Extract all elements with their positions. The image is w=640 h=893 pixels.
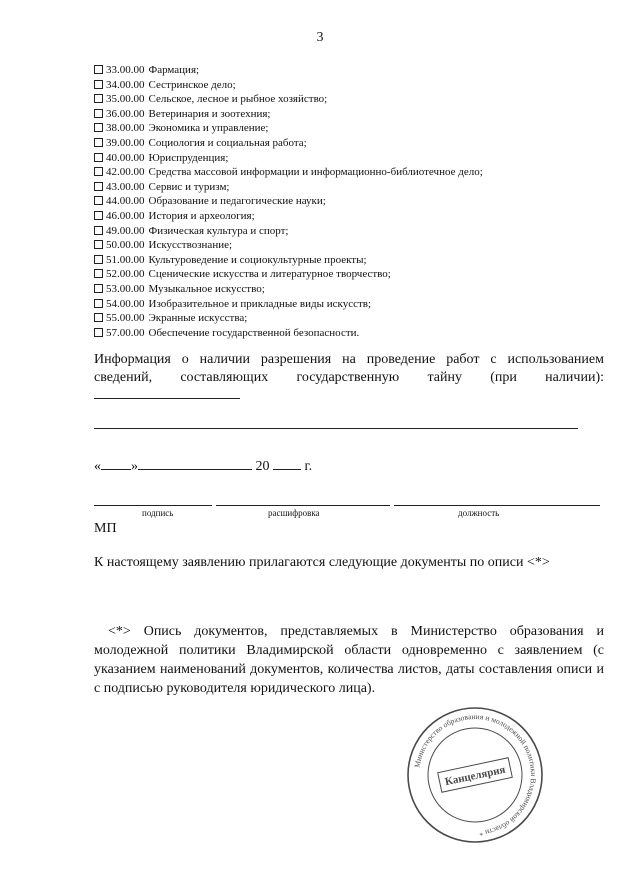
office-stamp — [405, 705, 545, 845]
checkbox-icon — [94, 240, 103, 249]
checkbox-icon — [94, 138, 103, 147]
specialty-name: Экранные искусства; — [148, 312, 248, 325]
specialty-code: 35.00.00 — [106, 93, 145, 106]
info-blank-line — [94, 386, 240, 399]
specialty-code: 33.00.00 — [106, 64, 145, 76]
info-continuation-line — [94, 428, 578, 429]
specialty-item — [94, 194, 483, 209]
checkbox-icon — [94, 94, 103, 103]
info-text: Информация о наличии разрешения на проведение работ с использованием сведений, составляющих государственную тайну (при наличии): — [94, 352, 604, 385]
checkbox-icon — [94, 299, 103, 308]
checkbox-icon — [94, 123, 103, 132]
year-blank — [273, 457, 301, 470]
position-line — [394, 505, 600, 506]
position-caption: должность — [458, 508, 500, 518]
info-paragraph — [94, 351, 604, 405]
specialty-name: Средства массовой информации и информационно-библиотечное дело; — [148, 166, 483, 179]
specialty-code: 42.00.00 — [106, 166, 145, 179]
specialty-item — [94, 121, 483, 136]
specialty-item — [94, 165, 483, 180]
specialty-item — [94, 63, 483, 78]
specialty-code: 50.00.00 — [106, 239, 145, 252]
specialty-name: Фармация; — [148, 64, 200, 76]
specialty-item — [94, 92, 483, 107]
checkbox-icon — [94, 109, 103, 118]
specialty-item — [94, 209, 483, 224]
specialty-name: Культуроведение и социокультурные проекты; — [148, 253, 367, 266]
checkbox-icon — [94, 65, 103, 74]
mp-label: МП — [94, 521, 117, 536]
specialty-item — [94, 238, 483, 253]
specialty-code: 53.00.00 — [106, 282, 145, 295]
specialty-name: Искусствознание; — [148, 239, 233, 252]
page-number: 3 — [316, 30, 324, 45]
attachments-text: К настоящему заявлению прилагаются следующие документы по описи <*> — [94, 555, 550, 570]
footnote: <*> Опись документов, представляемых в Министерство образования и молодежной политики Владимирской области одновременно с заявлением (с указанием наименований документов, количества листов, даты составления описи и с подписью руководителя юридического лица). — [94, 624, 604, 696]
specialty-code: 34.00.00 — [106, 78, 145, 91]
checkbox-icon — [94, 80, 103, 89]
specialty-code: 46.00.00 — [106, 209, 145, 222]
specialty-item — [94, 297, 483, 312]
signature-line — [94, 505, 212, 506]
specialty-item — [94, 136, 483, 151]
specialty-name: Образование и педагогические науки; — [148, 195, 326, 208]
specialty-item — [94, 282, 483, 297]
specialty-item — [94, 267, 483, 282]
specialty-name: Сельское, лесное и рыбное хозяйство; — [148, 93, 328, 106]
year-prefix: 20 — [255, 459, 270, 474]
stamp-ring-text: Министерство образования и молодежной политики Владимирской области * — [412, 711, 539, 838]
month-blank — [138, 457, 252, 470]
checkbox-icon — [94, 255, 103, 264]
specialty-code: 52.00.00 — [106, 268, 145, 281]
checkbox-icon — [94, 269, 103, 278]
specialty-name: Физическая культура и спорт; — [148, 224, 289, 237]
specialty-code: 44.00.00 — [106, 195, 145, 208]
specialty-name: Обеспечение государственной безопасности. — [148, 326, 360, 339]
specialty-name: Изобразительное и прикладные виды искусств; — [148, 297, 372, 310]
signature-caption: подпись — [142, 508, 174, 518]
checkbox-icon — [94, 284, 103, 293]
specialty-name: Ветеринария и зоотехния; — [148, 107, 271, 120]
specialty-code: 55.00.00 — [106, 312, 145, 325]
specialty-name: Экономика и управление; — [148, 122, 269, 135]
specialty-code: 38.00.00 — [106, 122, 145, 135]
checkbox-icon — [94, 313, 103, 322]
specialty-name: Музыкальное искусство; — [148, 282, 265, 295]
checkbox-icon — [94, 328, 103, 337]
specialty-item — [94, 151, 483, 166]
day-blank — [101, 457, 131, 470]
specialty-code: 51.00.00 — [106, 253, 145, 266]
specialty-name: Юриспруденция; — [148, 151, 229, 164]
checkbox-icon — [94, 196, 103, 205]
specialty-name: История и археология; — [148, 209, 255, 222]
checkbox-icon — [94, 226, 103, 235]
specialty-name: Сценические искусства и литературное творчество; — [148, 268, 391, 281]
specialty-item — [94, 253, 483, 268]
date-line — [94, 457, 312, 475]
specialty-item — [94, 224, 483, 239]
specialty-code: 57.00.00 — [106, 326, 145, 339]
specialty-code: 40.00.00 — [106, 151, 145, 164]
specialty-list — [94, 63, 483, 340]
specialty-name: Сестринское дело; — [148, 78, 236, 91]
specialty-code: 54.00.00 — [106, 297, 145, 310]
specialty-code: 36.00.00 — [106, 107, 145, 120]
decoding-line — [216, 505, 390, 506]
date-close-quote: » — [131, 459, 138, 474]
specialty-code: 43.00.00 — [106, 180, 145, 193]
checkbox-icon — [94, 182, 103, 191]
specialty-code: 49.00.00 — [106, 224, 145, 237]
stamp-center-text: Канцелярия — [443, 763, 507, 789]
specialty-item — [94, 78, 483, 93]
specialty-item — [94, 311, 483, 326]
specialty-item — [94, 180, 483, 195]
specialty-name: Сервис и туризм; — [148, 180, 230, 193]
decoding-caption: расшифровка — [268, 508, 320, 518]
specialty-code: 39.00.00 — [106, 136, 145, 149]
year-suffix: г. — [304, 459, 313, 474]
checkbox-icon — [94, 153, 103, 162]
checkbox-icon — [94, 167, 103, 176]
checkbox-icon — [94, 211, 103, 220]
date-open-quote: « — [94, 459, 101, 474]
specialty-item — [94, 107, 483, 122]
specialty-name: Социология и социальная работа; — [148, 136, 307, 149]
specialty-item — [94, 326, 483, 341]
